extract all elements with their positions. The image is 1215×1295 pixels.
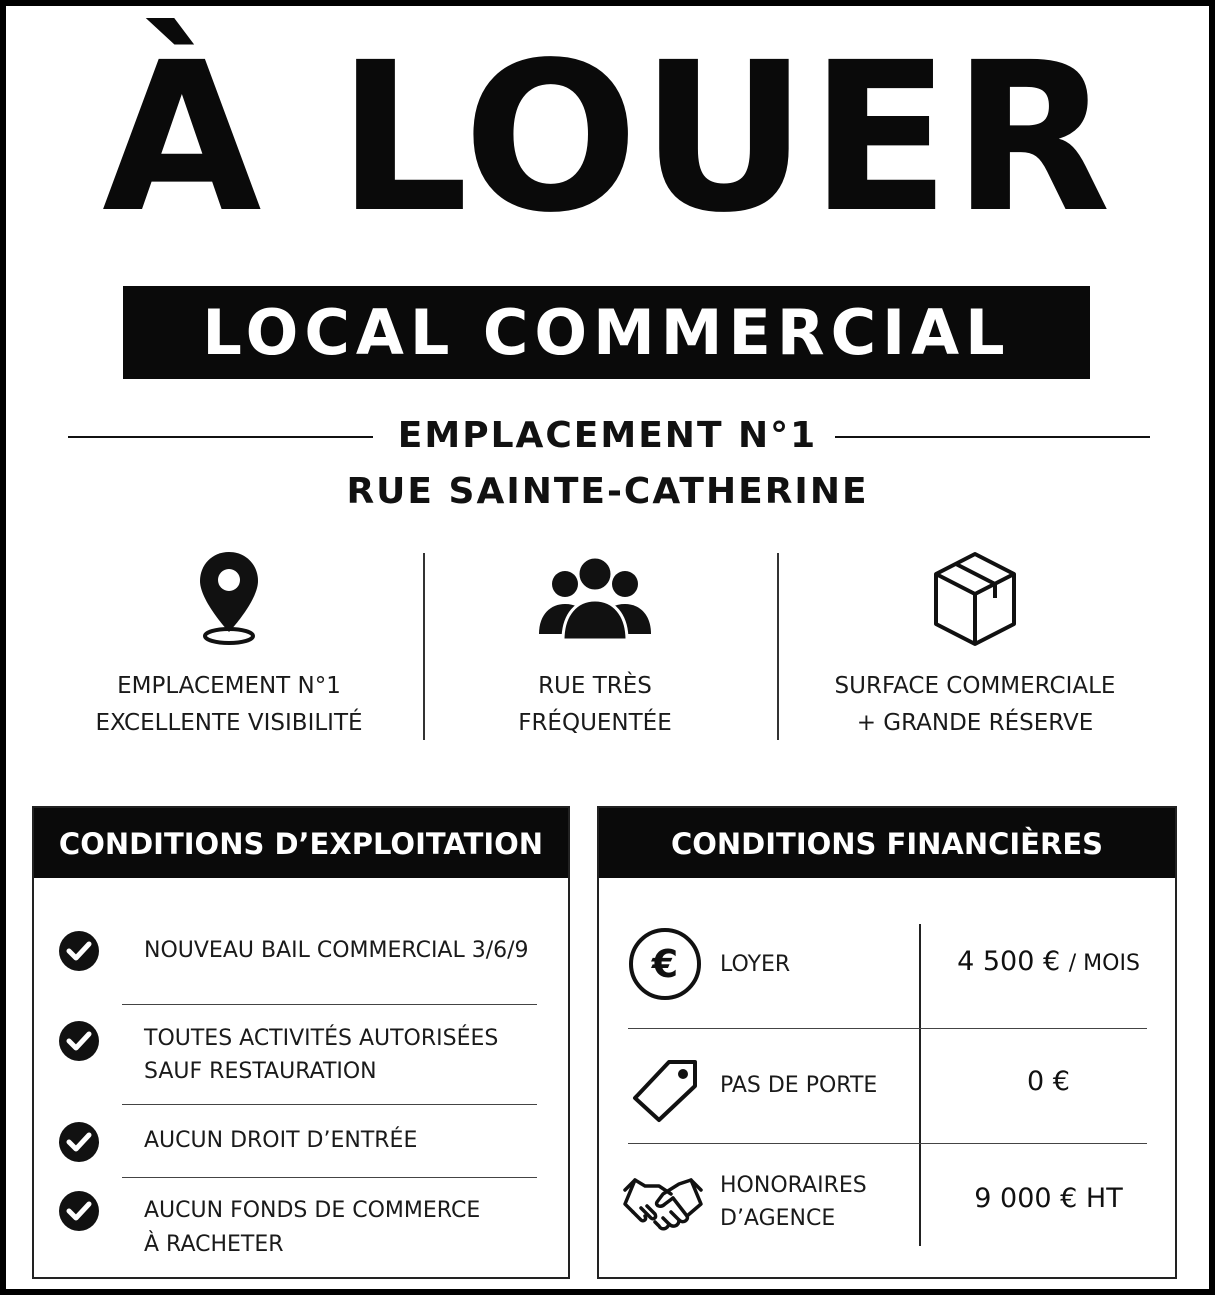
feature-separator bbox=[423, 553, 425, 740]
key-money-value: 0 € bbox=[1027, 1066, 1070, 1097]
box-icon bbox=[930, 548, 1020, 648]
condition-line1: AUCUN FONDS DE COMMERCE bbox=[144, 1198, 481, 1223]
feature-separator bbox=[777, 553, 779, 740]
feature-traffic bbox=[430, 548, 760, 748]
euro-icon bbox=[627, 926, 703, 1002]
condition-line2: SAUF RESTAURATION bbox=[144, 1059, 377, 1084]
rent-label: LOYER bbox=[720, 952, 791, 977]
condition-line1: NOUVEAU BAIL COMMERCIAL 3/6/9 bbox=[144, 938, 529, 963]
agency-fee-value: 9 000 € HT bbox=[974, 1183, 1123, 1214]
rent-amount: 4 500 € bbox=[957, 946, 1061, 977]
agency-fee-label-line2: D’AGENCE bbox=[720, 1206, 836, 1231]
check-icon bbox=[58, 930, 100, 972]
feature-label-line1: SURFACE COMMERCIALE bbox=[834, 673, 1116, 699]
feature-label-line1: EMPLACEMENT N°1 bbox=[117, 673, 341, 699]
item-divider bbox=[122, 1104, 537, 1105]
row-divider bbox=[628, 1028, 1147, 1029]
feature-label-line2: EXCELLENTE VISIBILITÉ bbox=[95, 710, 363, 736]
location-line-1: EMPLACEMENT N°1 bbox=[397, 415, 818, 456]
location-pin-icon bbox=[194, 548, 264, 648]
operating-conditions-panel bbox=[32, 806, 570, 1279]
subtitle-banner: LOCAL COMMERCIAL bbox=[123, 286, 1090, 379]
feature-surface bbox=[795, 548, 1155, 748]
condition-line1: AUCUN DROIT D’ENTRÉE bbox=[144, 1128, 418, 1153]
price-tag-icon bbox=[629, 1054, 701, 1126]
people-group-icon bbox=[535, 548, 655, 648]
feature-label-line1: RUE TRÈS bbox=[538, 673, 652, 699]
feature-label-line2: FRÉQUENTÉE bbox=[518, 710, 672, 736]
agency-fee-label-line1: HONORAIRES bbox=[720, 1173, 867, 1198]
financial-conditions-heading: CONDITIONS FINANCIÈRES bbox=[599, 808, 1175, 878]
rent-value bbox=[921, 946, 1176, 977]
financial-conditions-panel bbox=[597, 806, 1177, 1279]
check-icon bbox=[58, 1121, 100, 1163]
svg-text:€: € bbox=[651, 942, 679, 986]
operating-conditions-heading: CONDITIONS D’EXPLOITATION bbox=[34, 808, 568, 878]
condition-line2: À RACHETER bbox=[144, 1232, 284, 1257]
feature-location bbox=[62, 548, 396, 748]
condition-line1: TOUTES ACTIVITÉS AUTORISÉES bbox=[144, 1026, 499, 1051]
key-money-label: PAS DE PORTE bbox=[720, 1073, 878, 1098]
check-icon bbox=[58, 1020, 100, 1062]
check-icon bbox=[58, 1190, 100, 1232]
item-divider bbox=[122, 1177, 537, 1178]
feature-label-line2: + GRANDE RÉSERVE bbox=[856, 710, 1094, 736]
location-line-2: RUE SAINTE-CATHERINE bbox=[346, 471, 869, 512]
poster-title: À LOUER bbox=[102, 18, 1113, 258]
row-divider bbox=[628, 1143, 1147, 1144]
item-divider bbox=[122, 1004, 537, 1005]
handshake-icon bbox=[621, 1172, 705, 1236]
rent-unit: / MOIS bbox=[1068, 951, 1140, 976]
